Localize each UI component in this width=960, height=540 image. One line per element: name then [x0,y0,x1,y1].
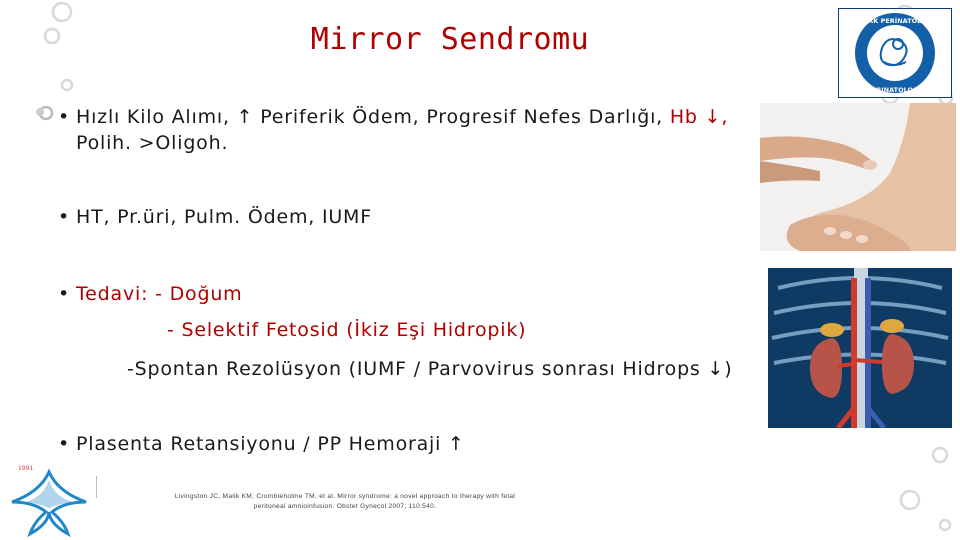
society-bird-logo [4,462,94,538]
bullet-placenta [58,431,465,457]
bullet-3-text: Tedavi: - Doğum [76,283,243,305]
bullet-1-hb: Hb ↓, [669,106,729,128]
svg-text:PERINATOLOGY: PERINATOLOGY [867,86,923,94]
treatment-sub-resolution: -Spontan Rezolüsyon (IUMF / Parvovirus sonrası Hidrops ↓) [127,358,733,380]
foot-edema-image [760,103,956,251]
divider [96,476,97,498]
bullet-ht [58,204,372,230]
treatment-sub-fetocide [167,319,526,341]
bullet-symbol: • [58,206,71,228]
bullet-2-text: HT, Pr.üri, Pulm. Ödem, IUMF [76,206,372,228]
svg-text:TÜRK PERİNATOLOJİ: TÜRK PERİNATOLOJİ [858,17,932,25]
kidney-anatomy-image [768,268,952,428]
bullet-treatment [58,281,243,307]
bullet-weight-gain [58,104,728,156]
bullet-symbol: • [58,433,71,455]
reference-citation [145,492,545,512]
bullet-symbol: • [58,283,71,305]
bullet-symbol: • [58,106,71,128]
bullet-4-text: Plasenta Retansiyonu / PP Hemoraji ↑ [76,433,465,455]
turkish-perinatology-society-logo [838,8,952,98]
bullet-1-line2: Polih. >Oligoh. [76,132,229,154]
treatment-sub-fetocide-text: - Selektif Fetosid (İkiz Eşi Hidropik) [167,319,527,341]
logo-year: 1991 [18,465,34,472]
slide-title: Mirror Sendromu [310,22,590,57]
reference-line-1: Livingston JC, Malik KM, Crombleholme TM, et al. Mirror syndrome: a novel approach to therapy with fetal [174,493,516,500]
reference-line-2: peritoneal amnioinfusion. Obstet Gynecol 2007; 110:540. [253,503,437,510]
bullet-1-text: Hızlı Kilo Alımı, ↑ Periferik Ödem, Progresif Nefes Darlığı, [76,106,670,128]
